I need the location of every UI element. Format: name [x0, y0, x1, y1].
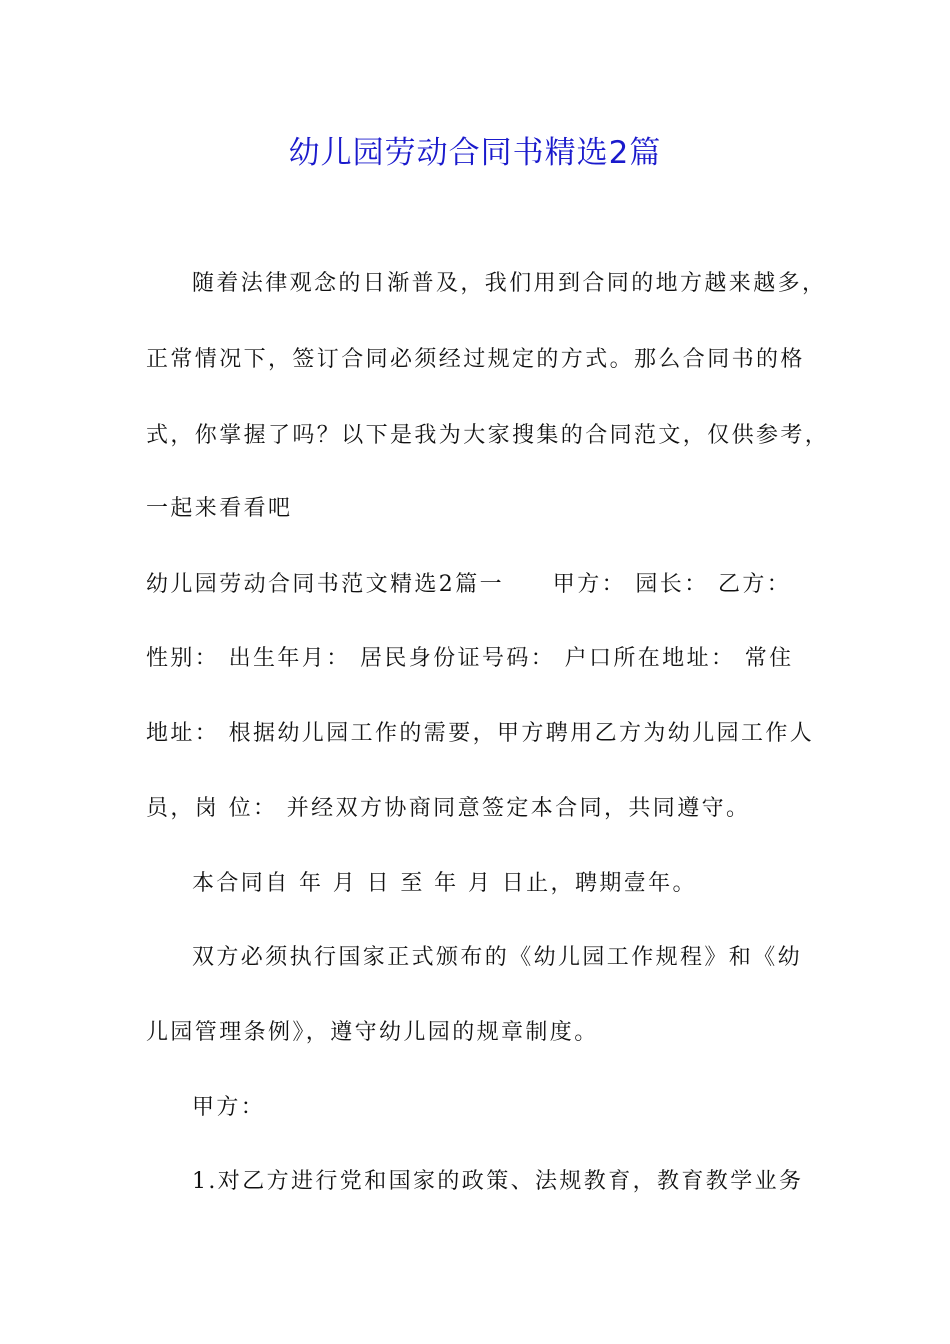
paragraph-line: 双方必须执行国家正式颁布的《幼儿园工作规程》和《幼	[192, 945, 803, 970]
document-title: 幼儿园劳动合同书精选2篇	[288, 135, 662, 171]
paragraph-line: 式，你掌握了吗？以下是我为大家搜集的合同范文，仅供参考，	[146, 423, 830, 448]
paragraph-line: 1.对乙方进行党和国家的政策、法规教育，教育教学业务	[192, 1169, 804, 1194]
paragraph-line: 本合同自 年 月 日 至 年 月 日止，聘期壹年。	[192, 871, 697, 896]
paragraph-line: 幼儿园劳动合同书范文精选2篇一 甲方： 园长： 乙方：	[146, 572, 792, 597]
paragraph-line: 员，岗 位： 并经双方协商同意签定本合同，共同遵守。	[146, 796, 751, 821]
paragraph-line: 地址： 根据幼儿园工作的需要，甲方聘用乙方为幼儿园工作人	[146, 721, 815, 746]
paragraph-line: 性别： 出生年月： 居民身份证号码： 户口所在地址： 常住	[146, 646, 794, 671]
paragraph-line: 甲方：	[192, 1095, 266, 1120]
paragraph-line: 儿园管理条例》，遵守幼儿园的规章制度。	[146, 1020, 599, 1045]
paragraph-line: 随着法律观念的日渐普及，我们用到合同的地方越来越多，	[192, 271, 827, 296]
paragraph-line: 正常情况下，签订合同必须经过规定的方式。那么合同书的格	[146, 347, 805, 372]
paragraph-line: 一起来看看吧	[146, 496, 293, 521]
